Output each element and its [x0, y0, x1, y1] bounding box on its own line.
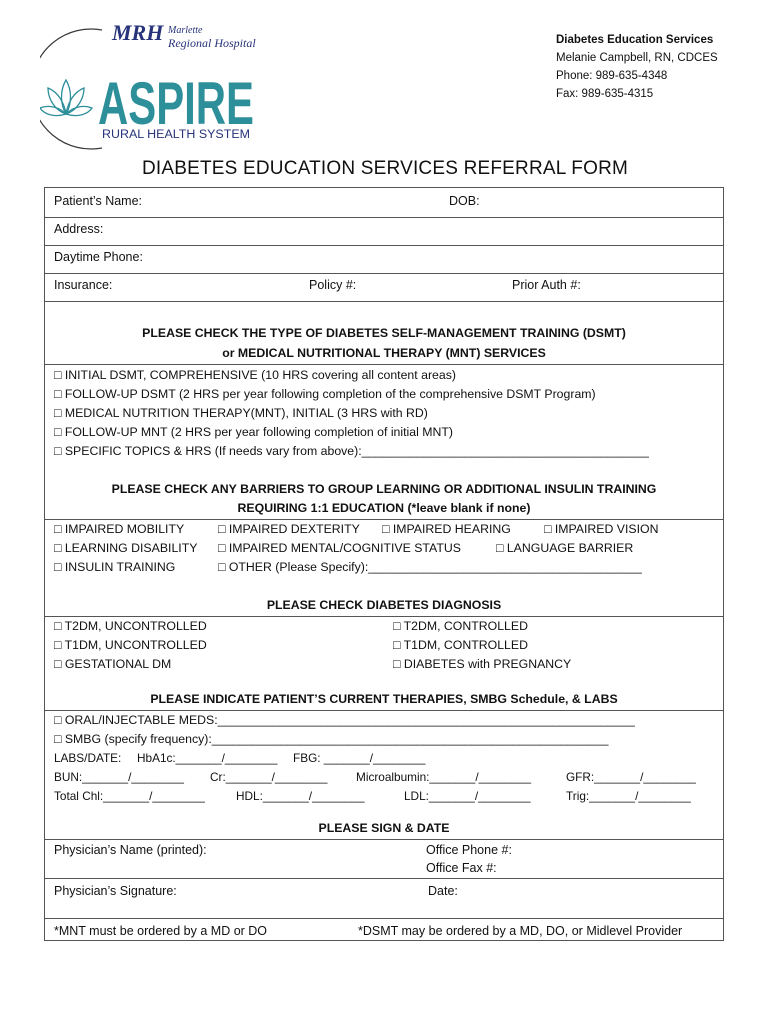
barrier-learning-disability[interactable]: □ LEARNING DISABILITY	[54, 541, 198, 555]
divider	[45, 918, 723, 919]
physician-name-label: Physician’s Name (printed):	[54, 843, 207, 857]
dsmt-order-note: *DSMT may be ordered by a MD, DO, or Midlevel Provider	[358, 924, 683, 938]
daytime-phone-label: Daytime Phone:	[54, 250, 143, 264]
barriers-heading-line1: PLEASE CHECK ANY BARRIERS TO GROUP LEARNING OR ADDITIONAL INSULIN TRAINING	[111, 482, 657, 496]
barrier-insulin-training[interactable]: □ INSULIN TRAINING	[54, 560, 176, 574]
divider	[45, 710, 723, 711]
total-chl-field[interactable]: Total Chl:_______/________	[54, 789, 205, 803]
therapies-heading: PLEASE INDICATE PATIENT’S CURRENT THERAPIES, SMBG Schedule, & LABS	[150, 692, 618, 706]
divider	[45, 839, 723, 840]
patient-name-label: Patient’s Name:	[54, 194, 143, 208]
dsmt-option-followup[interactable]: □ FOLLOW-UP DSMT (2 HRS per year following completion of the comprehensive DSMT Program)	[54, 387, 596, 401]
barrier-other[interactable]: □ OTHER (Please Specify):________________________________________	[218, 560, 642, 574]
hba1c-field[interactable]: HbA1c:_______/________	[137, 751, 278, 765]
divider	[45, 301, 723, 302]
contact-name: Melanie Campbell, RN, CDCES	[556, 52, 718, 64]
date-label: Date:	[428, 884, 458, 898]
divider	[45, 273, 723, 274]
logo-hospital-line2: Regional Hospital	[168, 36, 256, 50]
contact-phone: Phone: 989-635-4348	[556, 70, 668, 82]
dsmt-heading-line2: or MEDICAL NUTRITIONAL THERAPY (MNT) SERVICES	[222, 346, 546, 360]
logo-mrh: MRH	[112, 20, 164, 45]
smbg-frequency-field[interactable]: □ SMBG (specify frequency):__________________________________________________________	[54, 732, 609, 746]
specific-topics-option[interactable]: □ SPECIFIC TOPICS & HRS (If needs vary from above):__________________________________________	[54, 444, 649, 458]
labs-date-label: LABS/DATE:	[54, 751, 122, 765]
referral-form	[44, 187, 724, 941]
office-fax-label: Office Fax #:	[426, 861, 497, 875]
trig-field[interactable]: Trig:_______/________	[566, 789, 691, 803]
diagnosis-pregnancy[interactable]: □ DIABETES with PREGNANCY	[393, 657, 572, 671]
form-title: DIABETES EDUCATION SERVICES REFERRAL FORM	[141, 158, 629, 179]
divider	[45, 616, 723, 617]
ldl-field[interactable]: LDL:_______/________	[404, 789, 531, 803]
barrier-language[interactable]: □ LANGUAGE BARRIER	[496, 541, 634, 555]
aspire-logo	[40, 18, 260, 160]
fbg-field[interactable]: FBG: _______/________	[293, 751, 426, 765]
logo-brand: ASPIRE	[98, 70, 254, 137]
cr-field[interactable]: Cr:_______/________	[210, 770, 328, 784]
contact-fax: Fax: 989-635-4315	[556, 88, 654, 100]
diagnosis-t1dm-uncontrolled[interactable]: □ T1DM, UNCONTROLLED	[54, 638, 207, 652]
dsmt-heading-line1: PLEASE CHECK THE TYPE OF DIABETES SELF-MANAGEMENT TRAINING (DSMT)	[142, 326, 626, 340]
diagnosis-heading: PLEASE CHECK DIABETES DIAGNOSIS	[266, 598, 502, 612]
diagnosis-t2dm-controlled[interactable]: □ T2DM, CONTROLLED	[393, 619, 528, 633]
mnt-option-initial[interactable]: □ MEDICAL NUTRITION THERAPY(MNT), INITIAL (3 HRS with RD)	[54, 406, 428, 420]
gfr-field[interactable]: GFR:_______/________	[566, 770, 696, 784]
oral-injectable-meds-field[interactable]: □ ORAL/INJECTABLE MEDS:_____________________________________________________________	[54, 713, 635, 727]
barrier-impaired-mobility[interactable]: □ IMPAIRED MOBILITY	[54, 522, 185, 536]
policy-label: Policy #:	[309, 278, 357, 292]
physician-signature-label: Physician’s Signature:	[54, 884, 177, 898]
divider	[45, 364, 723, 365]
barriers-heading-line2: REQUIRING 1:1 EDUCATION (*leave blank if none)	[237, 501, 531, 515]
insurance-label: Insurance:	[54, 278, 113, 292]
contact-block	[556, 31, 718, 103]
barrier-impaired-mental[interactable]: □ IMPAIRED MENTAL/COGNITIVE STATUS	[218, 541, 461, 555]
service-title: Diabetes Education Services	[556, 34, 714, 46]
office-phone-label: Office Phone #:	[426, 843, 512, 857]
microalbumin-field[interactable]: Microalbumin:_______/________	[356, 770, 532, 784]
mnt-option-followup[interactable]: □ FOLLOW-UP MNT (2 HRS per year following completion of initial MNT)	[54, 425, 453, 439]
barrier-impaired-vision[interactable]: □ IMPAIRED VISION	[544, 522, 659, 536]
mnt-order-note: *MNT must be ordered by a MD or DO	[54, 924, 268, 938]
bun-field[interactable]: BUN:_______/________	[54, 770, 184, 784]
logo-tagline: RURAL HEALTH SYSTEM	[102, 129, 250, 141]
prior-auth-label: Prior Auth #:	[512, 278, 581, 292]
divider	[45, 245, 723, 246]
diagnosis-t2dm-uncontrolled[interactable]: □ T2DM, UNCONTROLLED	[54, 619, 207, 633]
address-label: Address:	[54, 222, 104, 236]
diagnosis-t1dm-controlled[interactable]: □ T1DM, CONTROLLED	[393, 638, 528, 652]
dob-label: DOB:	[449, 194, 480, 208]
barrier-impaired-dexterity[interactable]: □ IMPAIRED DEXTERITY	[218, 522, 360, 536]
divider	[45, 217, 723, 218]
lotus-icon	[40, 80, 92, 116]
divider	[45, 878, 723, 879]
hdl-field[interactable]: HDL:_______/________	[236, 789, 365, 803]
signature-heading: PLEASE SIGN & DATE	[318, 821, 450, 835]
dsmt-option-initial[interactable]: □ INITIAL DSMT, COMPREHENSIVE (10 HRS covering all content areas)	[54, 368, 456, 382]
diagnosis-gestational[interactable]: □ GESTATIONAL DM	[54, 657, 172, 671]
divider	[45, 519, 723, 520]
logo-hospital-line1: Marlette	[168, 25, 203, 36]
barrier-impaired-hearing[interactable]: □ IMPAIRED HEARING	[382, 522, 511, 536]
